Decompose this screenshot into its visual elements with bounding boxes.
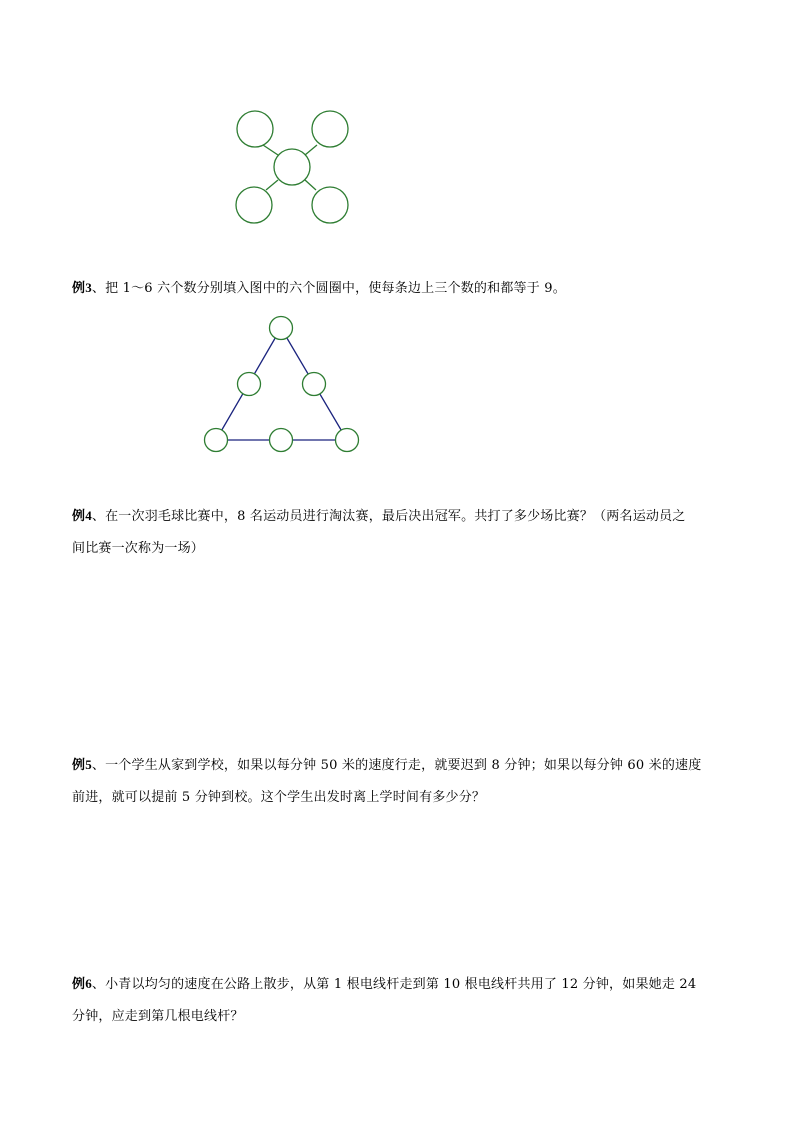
cross-link-top-left <box>263 145 278 155</box>
problem-4 <box>72 500 732 565</box>
triangle-circle-top <box>270 317 293 340</box>
problem-6-text-1: 、小青以均匀的速度在公路上散步，从第 1 根电线杆走到第 10 根电线杆共用了 12 分钟，如果她走 24 <box>91 977 697 992</box>
cross-link-bottom-left <box>266 180 278 190</box>
problem-6 <box>72 968 732 1033</box>
problem-3-label: 例3 <box>72 280 92 295</box>
triangle-circle-bottom-middle <box>270 429 293 452</box>
problem-4-text-1: 、在一次羽毛球比赛中，8 名运动员进行淘汰赛，最后决出冠军。共打了多少场比赛？（两名运动员之 <box>91 509 686 524</box>
cross-circle-center <box>274 149 310 185</box>
triangle-circle-mid-left <box>238 373 261 396</box>
problem-5-label: 例5 <box>72 757 92 772</box>
problem-5-text-1: 、一个学生从家到学校，如果以每分钟 50 米的速度行走，就要迟到 8 分钟；如果以每分钟 60 米的速度 <box>91 758 702 773</box>
cross-circle-bottom-left <box>236 187 272 223</box>
cross-circle-diagram <box>0 0 794 260</box>
problem-6-label: 例6 <box>72 976 92 991</box>
problem-4-label: 例4 <box>72 508 92 523</box>
cross-link-bottom-right <box>305 180 316 190</box>
problem-5-line-1 <box>72 749 732 782</box>
cross-circle-top-right <box>312 111 348 147</box>
triangle-circle-diagram <box>0 300 794 470</box>
problem-4-line-2: 间比赛一次称为一场） <box>72 541 205 556</box>
problem-3-text: 、把 1～6 六个数分别填入图中的六个圆圈中，使每条边上三个数的和都等于 9。 <box>91 281 566 296</box>
triangle-circle-mid-right <box>303 373 326 396</box>
triangle-circle-bottom-right <box>336 429 359 452</box>
cross-link-top-right <box>305 145 317 155</box>
problem-5-line-2: 前进，就可以提前 5 分钟到校。这个学生出发时离上学时间有多少分？ <box>72 790 486 805</box>
problem-5 <box>72 749 732 814</box>
problem-6-line-2: 分钟，应走到第几根电线杆？ <box>72 1009 244 1024</box>
problem-6-line-1 <box>72 968 732 1001</box>
cross-circle-bottom-right <box>312 187 348 223</box>
problem-4-line-1 <box>72 500 732 533</box>
triangle-circle-bottom-left <box>205 429 228 452</box>
cross-circle-top-left <box>237 111 273 147</box>
